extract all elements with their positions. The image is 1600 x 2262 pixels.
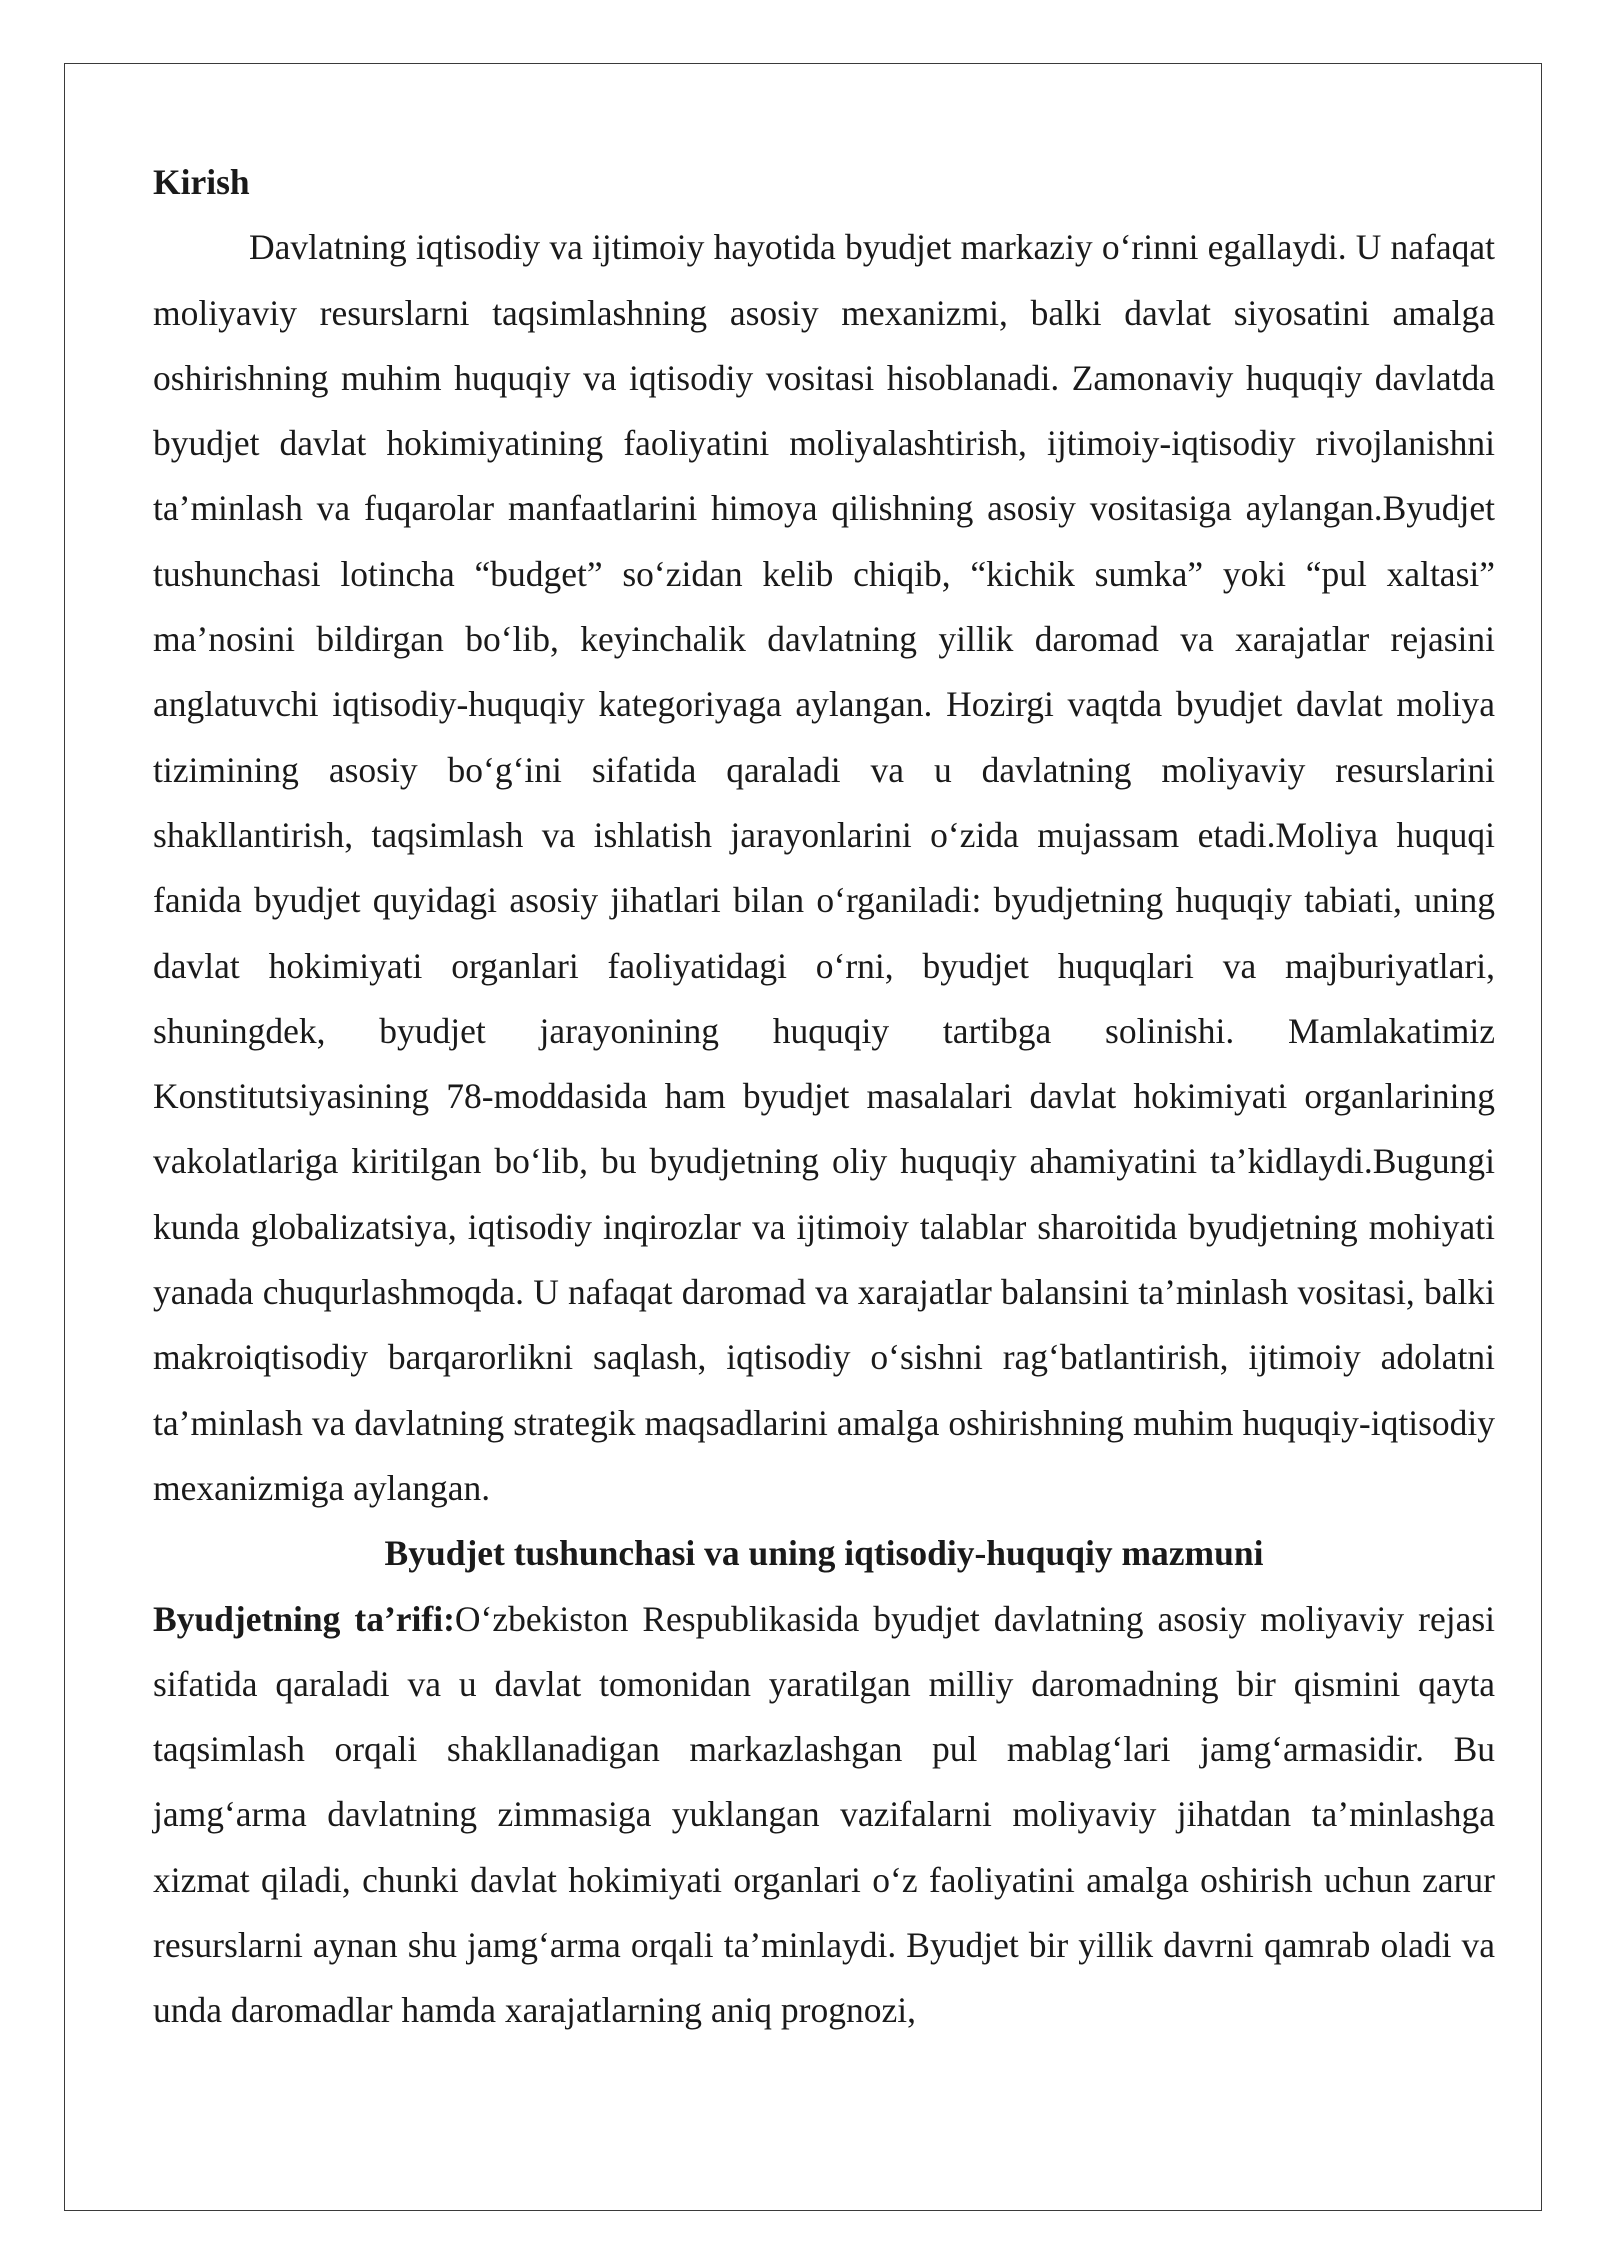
section-heading: Byudjet tushunchasi va uning iqtisodiy-huquqiy mazmuni xyxy=(384,1533,1264,1574)
document-body xyxy=(153,150,1495,2044)
definition-paragraph xyxy=(153,1587,1495,2044)
definition-lead: Byudjetning ta’rifi: xyxy=(153,1598,455,1639)
intro-paragraph: Davlatning iqtisodiy va ijtimoiy hayotida byudjet markaziy o‘rinni egallaydi. U nafaqat moliyaviy resurslarni taqsimlashning asosiy mexanizmi, balki davlat siyosatini amalga oshirishning muhim huquqiy va iqtisodiy vositasi hisoblanadi. Zamonaviy huquqiy davlatda byudjet davlat hokimiyatining faoliyatini moliyalashtirish, ijtimoiy-iqtisodiy rivojlanishni ta’minlash va fuqarolar manfaatlarini himoya qilishning asosiy vositasiga aylangan.Byudjet tushunchasi lotincha “budget” so‘zidan kelib chiqib, “kichik sumka” yoki “pul xaltasi” ma’nosini bildirgan bo‘lib, keyinchalik davlatning yillik daromad va xarajatlar rejasini anglatuvchi iqtisodiy-huquqiy kategoriyaga aylangan. Hozirgi vaqtda byudjet davlat moliya tizimining asosiy bo‘g‘ini sifatida qaraladi va u davlatning moliyaviy resurslarini shakllantirish, taqsimlash va ishlatish jarayonlarini o‘zida mujassam etadi.Moliya huquqi fanida byudjet quyidagi asosiy jihatlari bilan o‘rganiladi: byudjetning huquqiy tabiati, uning davlat hokimiyati organlari faoliyatidagi o‘rni, byudjet huquqlari va majburiyatlari, shuningdek, byudjet jarayonining huquqiy tartibga solinishi. Mamlakatimiz Konstitutsiyasining 78-moddasida ham byudjet masalalari davlat hokimiyati organlarining vakolatlariga kiritilgan bo‘lib, bu byudjetning oliy huquqiy ahamiyatini ta’kidlaydi.Bugungi kunda globalizatsiya, iqtisodiy inqirozlar va ijtimoiy talablar sharoitida byudjetning mohiyati yanada chuqurlashmoqda. U nafaqat daromad va xarajatlar balansini ta’minlash vositasi, balki makroiqtisodiy barqarorlikni saqlash, iqtisodiy o‘sishni rag‘batlantirish, ijtimoiy adolatni ta’minlash va davlatning strategik maqsadlarini amalga oshirishning muhim huquqiy-iqtisodiy mexanizmiga aylangan. xyxy=(153,227,1495,1508)
intro-heading: Kirish xyxy=(153,162,250,202)
definition-text: O‘zbekiston Respublikasida byudjet davlatning asosiy moliyaviy rejasi sifatida qaraladi va u davlat tomonidan yaratilgan milliy daromadning bir qismini qayta taqsimlash orqali shakllanadigan markazlashgan pul mablag‘lari jamg‘armasidir. Bu jamg‘arma davlatning zimmasiga yuklangan vazifalarni moliyaviy jihatdan ta’minlashga xizmat qiladi, chunki davlat hokimiyati organlari o‘z faoliyatini amalga oshirish uchun zarur resurslarni aynan shu jamg‘arma orqali ta’minlaydi. Byudjet bir yillik davrni qamrab oladi va unda daromadlar hamda xarajatlarning aniq prognozi, xyxy=(153,1598,1496,2031)
